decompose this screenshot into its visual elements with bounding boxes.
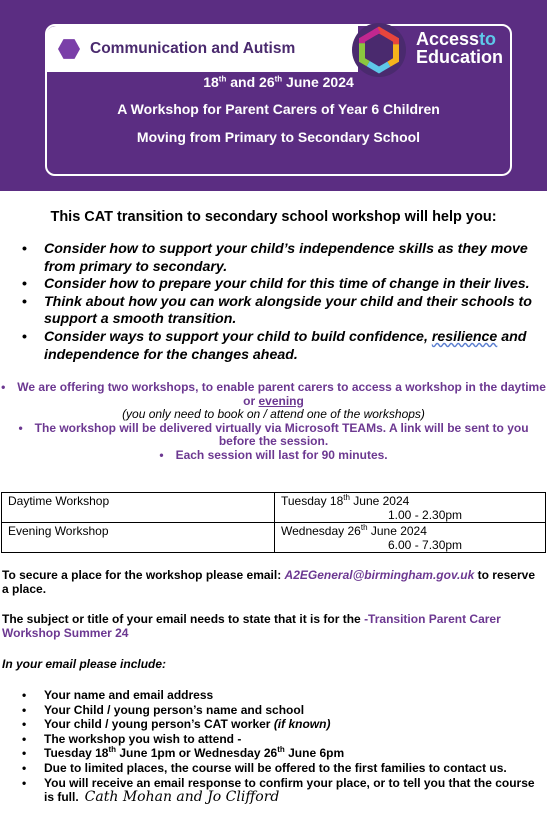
date-part: 18 (203, 74, 219, 90)
cell-time: 1.00 - 2.30pm (388, 508, 463, 522)
booking-text: To secure a place for the workshop please email: (2, 568, 285, 582)
cell-sup: th (360, 523, 368, 532)
email-link[interactable]: A2EGeneral@birmingham.gov.uk (284, 568, 475, 582)
item-text: Your child / young person’s CAT worker (44, 717, 274, 732)
workshop-table (1, 492, 546, 553)
item-text: June 1pm or Wednesday 26 (116, 746, 278, 761)
workshop-title: A Workshop for Parent Carers of Year 6 Children (117, 101, 440, 117)
list-item: • The workshop will be delivered virtually via Microsoft TEAMs. A link will be sent to you before the session. (18, 420, 529, 449)
item-sup: th (277, 745, 285, 755)
workshop-subtitle: Moving from Primary to Secondary School (136, 129, 421, 145)
logo-text-line2: Education (416, 47, 504, 67)
list-item (22, 746, 546, 761)
list-item (22, 776, 546, 805)
goals-list (22, 241, 546, 364)
access-to-education-logo-icon (350, 22, 408, 78)
date-part: and 26 (226, 74, 275, 90)
teams-text: The workshop will be delivered virtually via Microsoft TEAMs. A link will be sent to you before the session. (34, 420, 529, 449)
list-item: • Think about how you can work alongside your child and their schools to support a smooth transition. (22, 294, 546, 329)
subject-text: The subject or title of your email needs to state that it is for the (2, 612, 365, 626)
list-item: • Consider how to support your child’s independence skills as they move from primary to secondary. (22, 241, 546, 276)
list-item (22, 717, 546, 732)
list-item: • Your name and email address (22, 688, 546, 703)
include-list (22, 688, 546, 805)
subject-title: -Transition Parent Carer Workshop Summer 24 (2, 612, 501, 640)
table-row (2, 493, 546, 523)
cell-sup: th (343, 493, 350, 502)
cell-text: June 2024 (349, 494, 410, 508)
workshop-dates (45, 74, 512, 90)
offer-note: (you only need to book on / attend one of the workshops) (122, 407, 425, 422)
table-cell (275, 523, 546, 553)
brand-name: Communication and Autism (90, 40, 296, 57)
item-text: Tuesday 18 (44, 746, 109, 761)
list-item: • We are offering two workshops, to enable parent carers to access a workshop in the daytime or evening (1, 380, 546, 408)
signature: Cath Mohan and Jo Clifford (84, 789, 280, 806)
date-sup: th (218, 74, 227, 84)
list-item: • Consider how to prepare your child for this time of change in their lives. (22, 276, 546, 294)
offer-text: We are offering two workshops, to enable parent carers to access a workshop in the daytime or (17, 380, 546, 408)
table-cell: Evening Workshop (2, 523, 275, 553)
intro-heading: This CAT transition to secondary school workshop will help you: (50, 209, 497, 225)
cell-text: June 2024 (367, 524, 427, 538)
offer-evening: evening (258, 393, 304, 408)
list-item: • Due to limited places, the course will be offered to the first families to contact us. (22, 761, 546, 776)
list-item: • The workshop you wish to attend - (22, 732, 546, 747)
table-row (2, 523, 546, 553)
subject-paragraph (2, 612, 542, 640)
cell-text: Tuesday 18 (281, 494, 344, 508)
duration-text: Each session will last for 90 minutes. (175, 447, 388, 462)
logo-access: Access (416, 29, 480, 49)
table-cell: Daytime Workshop (2, 493, 275, 523)
header-banner (0, 0, 547, 191)
date-part: June 2024 (282, 74, 354, 90)
date-sup: th (274, 74, 283, 84)
cell-text: Wednesday 26 (281, 524, 361, 538)
table-cell (275, 493, 546, 523)
logo-to: to (479, 29, 497, 49)
item-text: June 6pm (284, 746, 345, 761)
item-text: (if known) (273, 717, 331, 732)
list-item (22, 329, 546, 364)
item-text: You will receive an email response to confirm your place, or to tell you that the course is full. (44, 775, 535, 805)
list-item: • Your Child / young person’s name and school (22, 703, 546, 718)
booking-paragraph (2, 568, 542, 596)
goal-text-resilience: resilience (431, 328, 498, 345)
info-list (0, 381, 547, 463)
list-item: • Each session will last for 90 minutes. (159, 447, 388, 462)
cell-time: 6.00 - 7.30pm (388, 538, 463, 552)
include-heading: In your email please include: (2, 657, 167, 671)
item-sup: th (108, 745, 117, 755)
booking-text: to reserve a place. (2, 568, 535, 596)
goal-text: Consider ways to support your child to build confidence, (44, 328, 432, 345)
goal-text: and independence for the changes ahead. (44, 328, 527, 363)
